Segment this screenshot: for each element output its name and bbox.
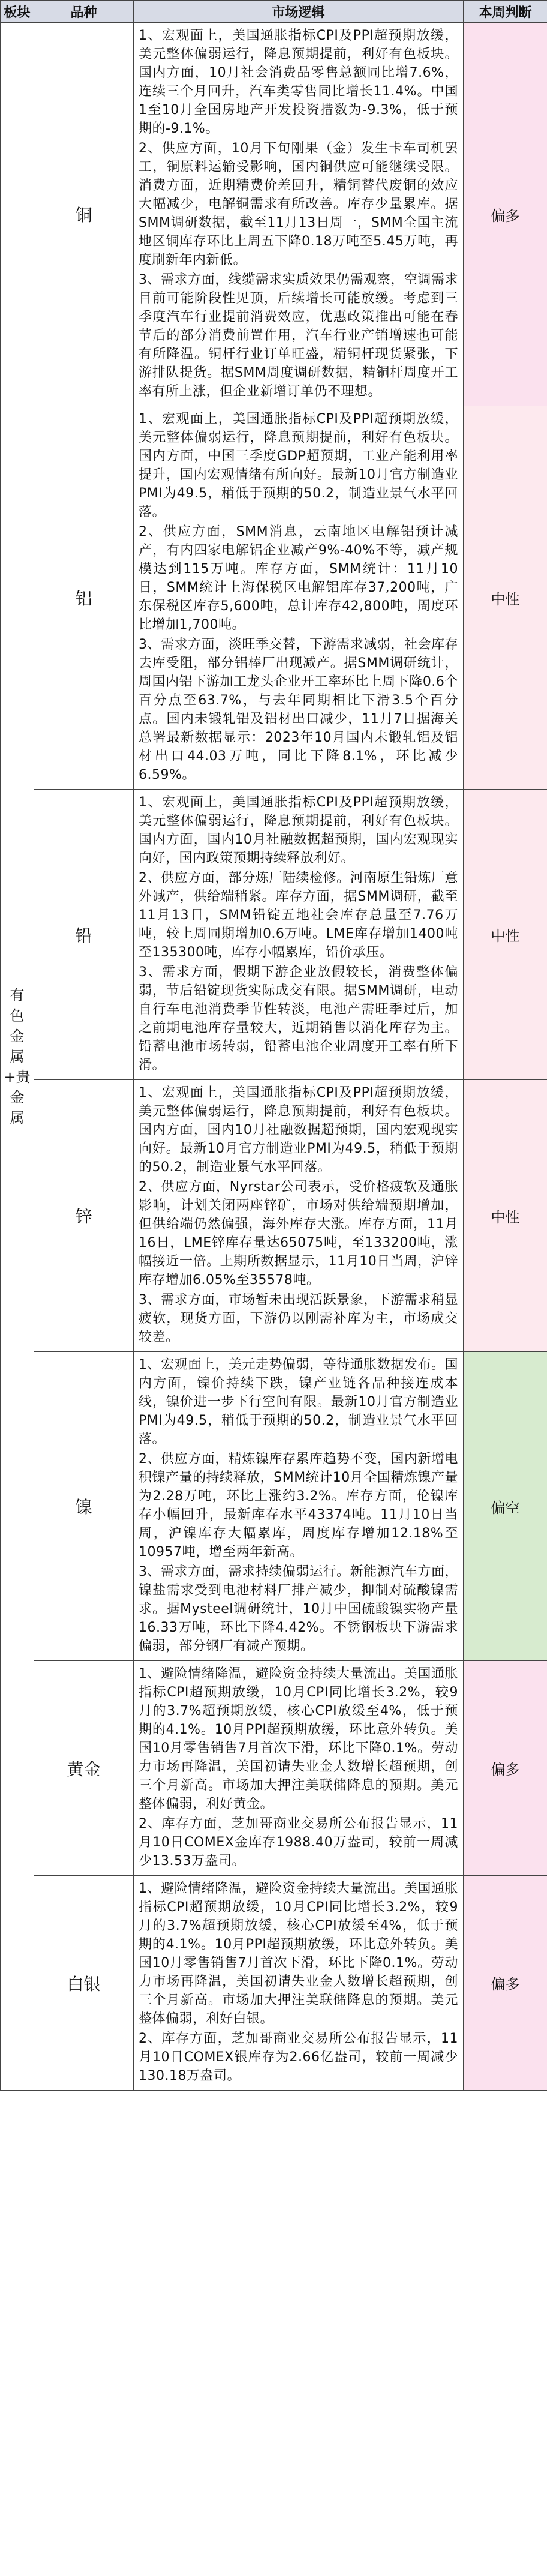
variety-cell: 黄金 <box>34 1661 134 1876</box>
table-row <box>1 406 547 790</box>
logic-cell <box>134 406 464 790</box>
logic-point: 1、宏观面上，美国通胀指标CPI及PPI超预期放缓，美元整体偏弱运行，降息预期提前，利好有色板块。国内方面，国内10月社融数据超预期，国内宏观现实向好。最新10月官方制造业PMI为49.5，稍低于预期的50.2，制造业景气水平回落。 <box>139 1085 458 1175</box>
logic-point: 2、供应方面，Nyrstar公司表示，受价格疲软及通胀影响，计划关闭两座锌矿，市场对供给端预期增加，但供给端仍然偏强，海外库存大涨。库存方面，11月16日，LME锌库存量达65075吨，至133200吨，涨幅接近一倍。上期所数据显示，11月10日当周，沪锌库存增加6.05%至35578吨。 <box>139 1180 458 1288</box>
variety-cell: 镍 <box>34 1352 134 1661</box>
judgement-cell: 偏多 <box>464 23 547 406</box>
logic-point: 3、需求方面，假期下游企业放假较长，消费整体偏弱，节后铅锭现货实际成交有限。据SMM调研，电动自行车电池消费季节性转淡，电池产需旺季过后，加之前期电池库存量较大，近期销售以消化库存为主。铅蓄电池市场转弱，铅蓄电池企业周度开工率有所下滑。 <box>139 965 458 1073</box>
table-row <box>1 1352 547 1661</box>
table-row <box>1 23 547 406</box>
variety-cell: 铅 <box>34 790 134 1080</box>
judgement-cell: 中性 <box>464 790 547 1080</box>
judgement-cell: 中性 <box>464 1080 547 1352</box>
judgement-cell: 偏多 <box>464 1876 547 2091</box>
logic-point: 1、避险情绪降温，避险资金持续大量流出。美国通胀指标CPI超预期放缓，10月CPI同比增长3.2%，较9月的3.7%超预期放缓，核心CPI放缓至4%，低于预期的4.1%。10月PPI超预期放缓，环比意外转负。美国10月零售销售7月首次下滑，环比下降0.1%。劳动力市场再降温，美国初请失业金人数增长超预期，创三个月新高。市场加大押注美联储降息的预期。美元整体偏弱，利好白银。 <box>139 1881 458 2026</box>
logic-point: 1、宏观面上，美国通胀指标CPI及PPI超预期放缓，美元整体偏弱运行，降息预期提前，利好有色板块。国内方面，10月社会消费品零售总额同比增7.6%，连续三个月回升，汽车类零售同比增长11.4%。中国1至10月全国房地产开发投资措数为-9.3%，低于预期的-9.1%。 <box>139 28 458 136</box>
logic-point: 2、供应方面，SMM消息，云南地区电解铝预计减产，有内四家电解铝企业减产9%-40%不等，减产规模达到115万吨。库存方面，SMM统计：11月10日，SMM统计上海保税区电解铝库存37,200吨，广东保税区库存5,600吨，总计库存42,800吨，周度环比增加1,700吨。 <box>139 524 458 632</box>
logic-point: 1、宏观面上，美元走势偏弱，等待通胀数据发布。国内方面，镍价持续下跌，镍产业链各品种接连成本线，镍价进一步下行空间有限。最新10月官方制造业PMI为49.5，稍低于预期的50.2，制造业景气水平回落。 <box>139 1357 458 1447</box>
header-variety: 品种 <box>34 1 134 23</box>
variety-cell: 铝 <box>34 406 134 790</box>
logic-point: 1、宏观面上，美国通胀指标CPI及PPI超预期放缓，美元整体偏弱运行，降息预期提前，利好有色板块。国内方面，国内10月社融数据超预期，国内宏观现实向好，国内政策预期持续释放利好。 <box>139 795 458 866</box>
header-row <box>1 1 547 23</box>
logic-point: 2、供应方面，精炼镍库存累库趋势不变，国内新增电积镍产量的持续释放，SMM统计10月全国精炼镍产量为2.28万吨，环比上涨约3.2%。库存方面，伦镍库存小幅回升，最新库存水平43374吨。11月10日当周，沪镍库存大幅累库，周度库存增加12.18%至10957吨，增至两年新高。 <box>139 1452 458 1560</box>
logic-point: 2、库存方面，芝加哥商业交易所公布报告显示，11月10日COMEX银库存为2.66亿盎司，较前一周减少130.18万盎司。 <box>139 2031 458 2083</box>
logic-point: 3、需求方面，市场暂未出现活跃景象，下游需求稍显疲软，现货方面，下游仍以刚需补库为主，市场成交较差。 <box>139 1293 458 1345</box>
logic-cell <box>134 1080 464 1352</box>
logic-cell <box>134 1352 464 1661</box>
logic-point: 3、需求方面，淡旺季交替，下游需求减弱，社会库存去库受阻，部分铝棒厂出现减产。据SMM调研统计，周国内铝下游加工龙头企业开工率环比上周下降0.6个百分点至63.7%，与去年同期相比下滑3.5个百分点。国内未锻轧铝及铝材出口减少，11月7日据海关总署最新数据显示：2023年10月国内未锻轧铝及铝材出口44.03万吨，同比下降8.1%，环比减少6.59%。 <box>139 637 458 782</box>
judgement-cell: 偏空 <box>464 1352 547 1661</box>
table-row <box>1 1876 547 2091</box>
table-row <box>1 1080 547 1352</box>
logic-point: 2、供应方面，部分炼厂陆续检修。河南原生铅炼厂意外减产，供给端稍紧。库存方面，据SMM调研，截至11月13日，SMM铅锭五地社会库存总量至7.76万吨，较上周同期增加0.6万吨。LME库存增加1400吨至135300吨，库存小幅累库，铅价承压。 <box>139 871 458 960</box>
variety-cell: 白银 <box>34 1876 134 2091</box>
sector-cell: 有色金属+贵金属 <box>1 23 34 2091</box>
logic-cell <box>134 1876 464 2091</box>
judgement-cell: 中性 <box>464 406 547 790</box>
logic-point: 1、避险情绪降温，避险资金持续大量流出。美国通胀指标CPI超预期放缓，10月CPI同比增长3.2%，较9月的3.7%超预期放缓，核心CPI放缓至4%，低于预期的4.1%。10月PPI超预期放缓，环比意外转负。美国10月零售销售7月首次下滑，环比下降0.1%。劳动力市场再降温，美国初请失业金人数增长超预期，创三个月新高。市场加大押注美联储降息的预期。美元整体偏弱，利好黄金。 <box>139 1666 458 1812</box>
logic-cell <box>134 1661 464 1876</box>
header-judgement: 本周判断 <box>464 1 547 23</box>
logic-cell <box>134 23 464 406</box>
header-sector: 板块 <box>1 1 34 23</box>
logic-point: 2、库存方面，芝加哥商业交易所公布报告显示，11月10日COMEX金库存1988.40万盎司，较前一周减少13.53万盎司。 <box>139 1816 458 1869</box>
variety-cell: 锌 <box>34 1080 134 1352</box>
header-logic: 市场逻辑 <box>134 1 464 23</box>
table-row <box>1 790 547 1080</box>
table-header <box>1 1 547 23</box>
logic-point: 3、需求方面，线缆需求实质效果仍需观察，空调需求目前可能阶段性见顶，后续增长可能放缓。考虑到三季度汽车行业提前消费效应，优惠政策推出可能在春节后的部分消费前置作用，汽车行业产销增速也可能有所降温。铜杆行业订单旺盛，精铜杆现货紧张，下游排队提货。据SMM周度调研数据，精铜杆周度开工率有所上涨，但企业新增订单仍不理想。 <box>139 272 458 399</box>
table-row <box>1 1661 547 1876</box>
table-body <box>1 23 547 2091</box>
judgement-cell: 偏多 <box>464 1661 547 1876</box>
logic-point: 2、供应方面，10月下旬刚果（金）发生卡车司机罢工，铜原料运输受影响，国内铜供应可能继续受限。消费方面，近期精费价差回升，精铜替代废铜的效应大幅减少，电解铜需求有所改善。库存少量累库。据SMM调研数据，截至11月13日周一，SMM全国主流地区铜库存环比上周五下降0.18万吨至5.45万吨，再度刷新年内新低。 <box>139 141 458 268</box>
logic-point: 3、需求方面，需求持续偏弱运行。新能源汽车方面，镍盐需求受到电池材料厂排产减少，抑制对硫酸镍需求。据Mysteel调研统计，10月中国硫酸镍实物产量16.33万吨，环比下降4.42%。不锈钢板块下游需求偏弱，部分钢厂有减产预期。 <box>139 1564 458 1654</box>
variety-cell: 铜 <box>34 23 134 406</box>
logic-point: 1、宏观面上，美国通胀指标CPI及PPI超预期放缓，美元整体偏弱运行，降息预期提前，利好有色板块。国内方面，中国三季度GDP超预期，工业产能利用率提升，国内宏观情绪有所向好。最新10月官方制造业PMI为49.5，稍低于预期的50.2，制造业景气水平回落。 <box>139 412 458 520</box>
logic-cell <box>134 790 464 1080</box>
